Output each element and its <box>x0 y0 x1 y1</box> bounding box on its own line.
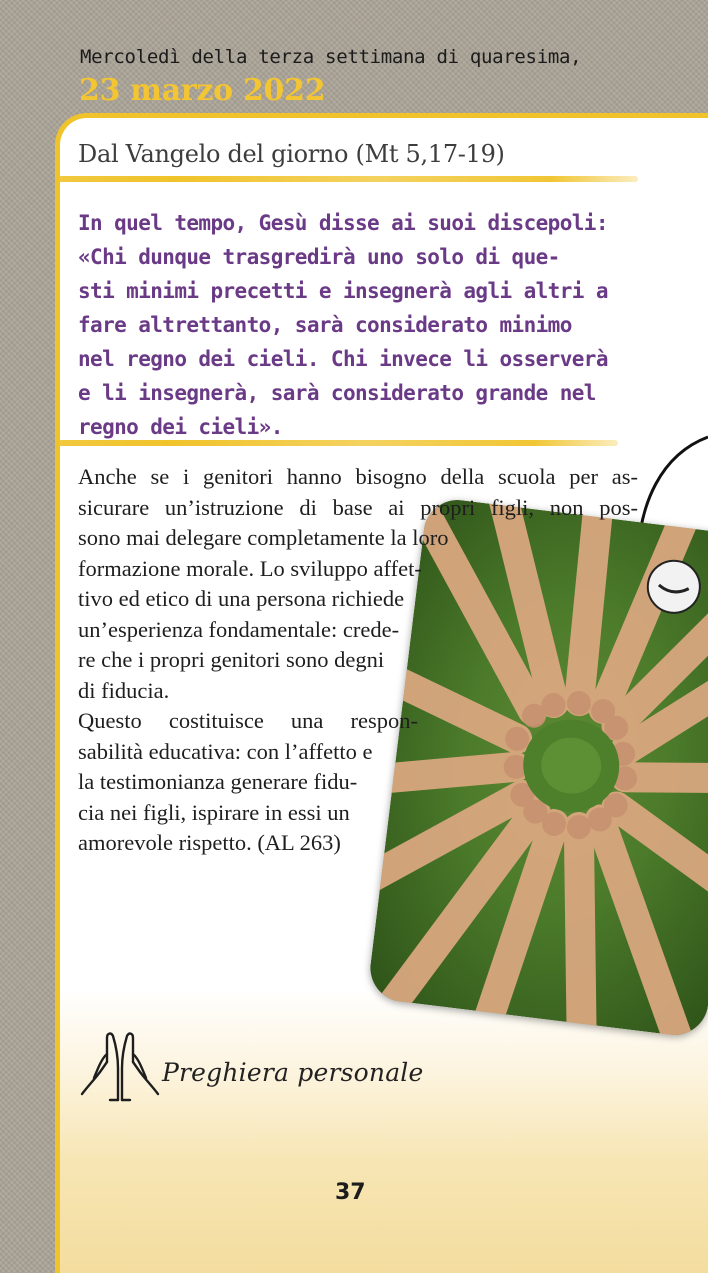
reflection-line: formazione morale. Lo sviluppo affet- <box>78 555 422 581</box>
praying-hands-icon <box>80 1028 160 1108</box>
gospel-line: regno dei cieli». <box>78 415 283 439</box>
gospel-title: Dal Vangelo del giorno (Mt 5,17-19) <box>78 140 505 168</box>
reflection-text <box>78 462 638 859</box>
title-underline <box>58 176 638 182</box>
reflection-line: tivo ed etico di una persona richiede <box>78 586 405 611</box>
reflection-line: sono mai delegare completamente la loro <box>78 525 449 550</box>
reflection-line: un’esperienza fondamentale: crede- <box>78 616 400 642</box>
gospel-line: sti minimi precetti e insegnerà agli altri a <box>78 279 608 303</box>
prayer-label: Preghiera personale <box>162 1058 424 1087</box>
liturgical-day: Mercoledì della terza settimana di quaresima, <box>80 46 582 68</box>
reflection-line: Anche se i genitori hanno bisogno della scuola per as- <box>78 464 638 489</box>
reflection-line: amorevole rispetto. (AL 263) <box>78 830 341 855</box>
reflection-line: di fiducia. <box>78 677 170 703</box>
gospel-text <box>78 206 638 444</box>
gospel-line: e li insegnerà, sarà considerato grande nel <box>78 381 596 405</box>
page-number: 37 <box>335 1180 366 1205</box>
gospel-line: In quel tempo, Gesù disse ai suoi discepoli: <box>78 211 608 235</box>
reflection-line: la testimonianza generare fidu- <box>78 769 358 794</box>
reflection-line: sabilità educativa: con l’affetto e <box>78 738 373 764</box>
gospel-underline <box>58 440 618 446</box>
page-date: 23 marzo 2022 <box>79 73 326 108</box>
gospel-line: fare altrettanto, sarà considerato minimo <box>78 313 572 337</box>
reflection-line: Questo costituisce una respon- <box>78 708 418 733</box>
gospel-line: «Chi dunque trasgredirà uno solo di que- <box>78 245 560 269</box>
reflection-line: sicurare un’istruzione di base ai propri figli, non pos- <box>78 494 638 520</box>
gospel-line: nel regno dei cieli. Chi invece li osserverà <box>78 347 608 371</box>
reflection-line: cia nei figli, ispirare in essi un <box>78 799 350 825</box>
reflection-line: re che i propri genitori sono degni <box>78 647 385 672</box>
